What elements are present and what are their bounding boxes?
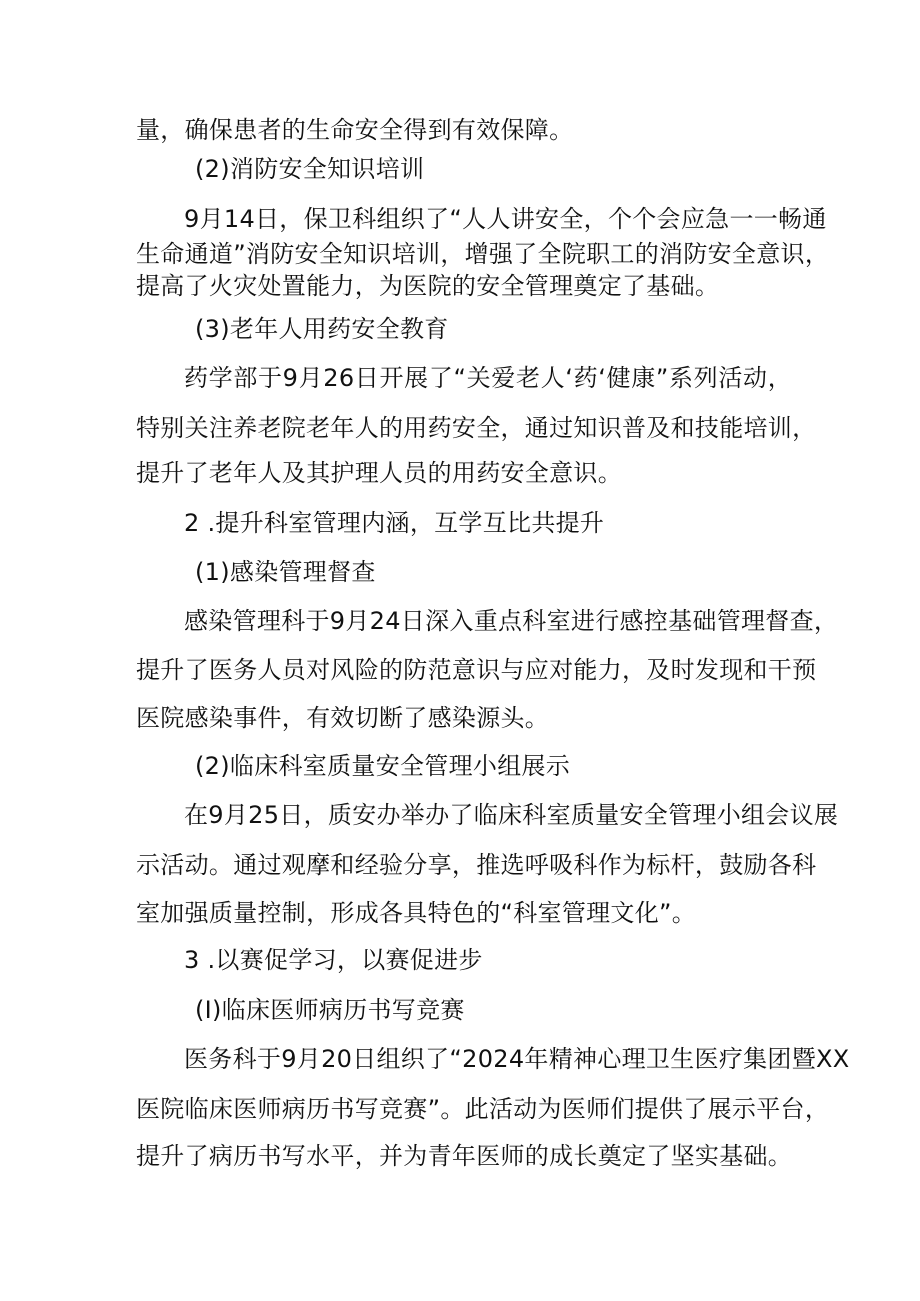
section-heading: 2 .提升科室管理内涵，互学互比共提升 <box>184 509 605 537</box>
paragraph-line: 室加强质量控制，形成各具特色的“科室管理文化”。 <box>136 899 697 927</box>
subsection-heading: (3)老年人用药安全教育 <box>195 315 449 343</box>
subsection-heading: (2)临床科室质量安全管理小组展示 <box>195 752 571 780</box>
paragraph-line: 提升了病历书写水平，并为青年医师的成长奠定了坚实基础。 <box>136 1142 793 1170</box>
paragraph-line: 量，确保患者的生命安全得到有效保障。 <box>136 116 574 144</box>
paragraph-line: 医务科于9月20日组织了“2024年精神心理卫生医疗集团暨XX <box>184 1045 850 1073</box>
paragraph-line: 在9月25日，质安办举办了临床科室质量安全管理小组会议展 <box>184 801 839 829</box>
paragraph-line: 医院感染事件，有效切断了感染源头。 <box>136 704 550 732</box>
paragraph-line: 生命通道”消防安全知识培训，增强了全院职工的消防安全意识， <box>136 240 830 268</box>
section-heading: 3 .以赛促学习，以赛促进步 <box>184 946 483 974</box>
subsection-heading: (I)临床医师病历书写竞赛 <box>195 996 465 1024</box>
paragraph-line: 药学部于9月26日开展了“关爱老人‘药‘健康”系列活动， <box>184 364 792 392</box>
paragraph-line: 提升了老年人及其护理人员的用药安全意识。 <box>136 459 622 487</box>
subsection-heading: (2)消防安全知识培训 <box>195 155 425 183</box>
paragraph-line: 示活动。通过观摩和经验分享，推选呼吸科作为标杆，鼓励各科 <box>136 851 817 879</box>
paragraph-line: 提高了火灾处置能力，为医院的安全管理奠定了基础。 <box>136 272 720 300</box>
paragraph-line: 9月14日，保卫科组织了“人人讲安全，个个会应急一一畅通 <box>184 205 827 233</box>
paragraph-line: 提升了医务人员对风险的防范意识与应对能力，及时发现和干预 <box>136 656 817 684</box>
paragraph-line: 特别关注养老院老年人的用药安全，通过知识普及和技能培训， <box>136 414 817 442</box>
subsection-heading: (1)感染管理督查 <box>195 558 376 586</box>
paragraph-line: 医院临床医师病历书写竞赛”。此活动为医师们提供了展示平台， <box>136 1095 830 1123</box>
paragraph-line: 感染管理科于9月24日深入重点科室进行感控基础管理督查， <box>184 607 839 635</box>
